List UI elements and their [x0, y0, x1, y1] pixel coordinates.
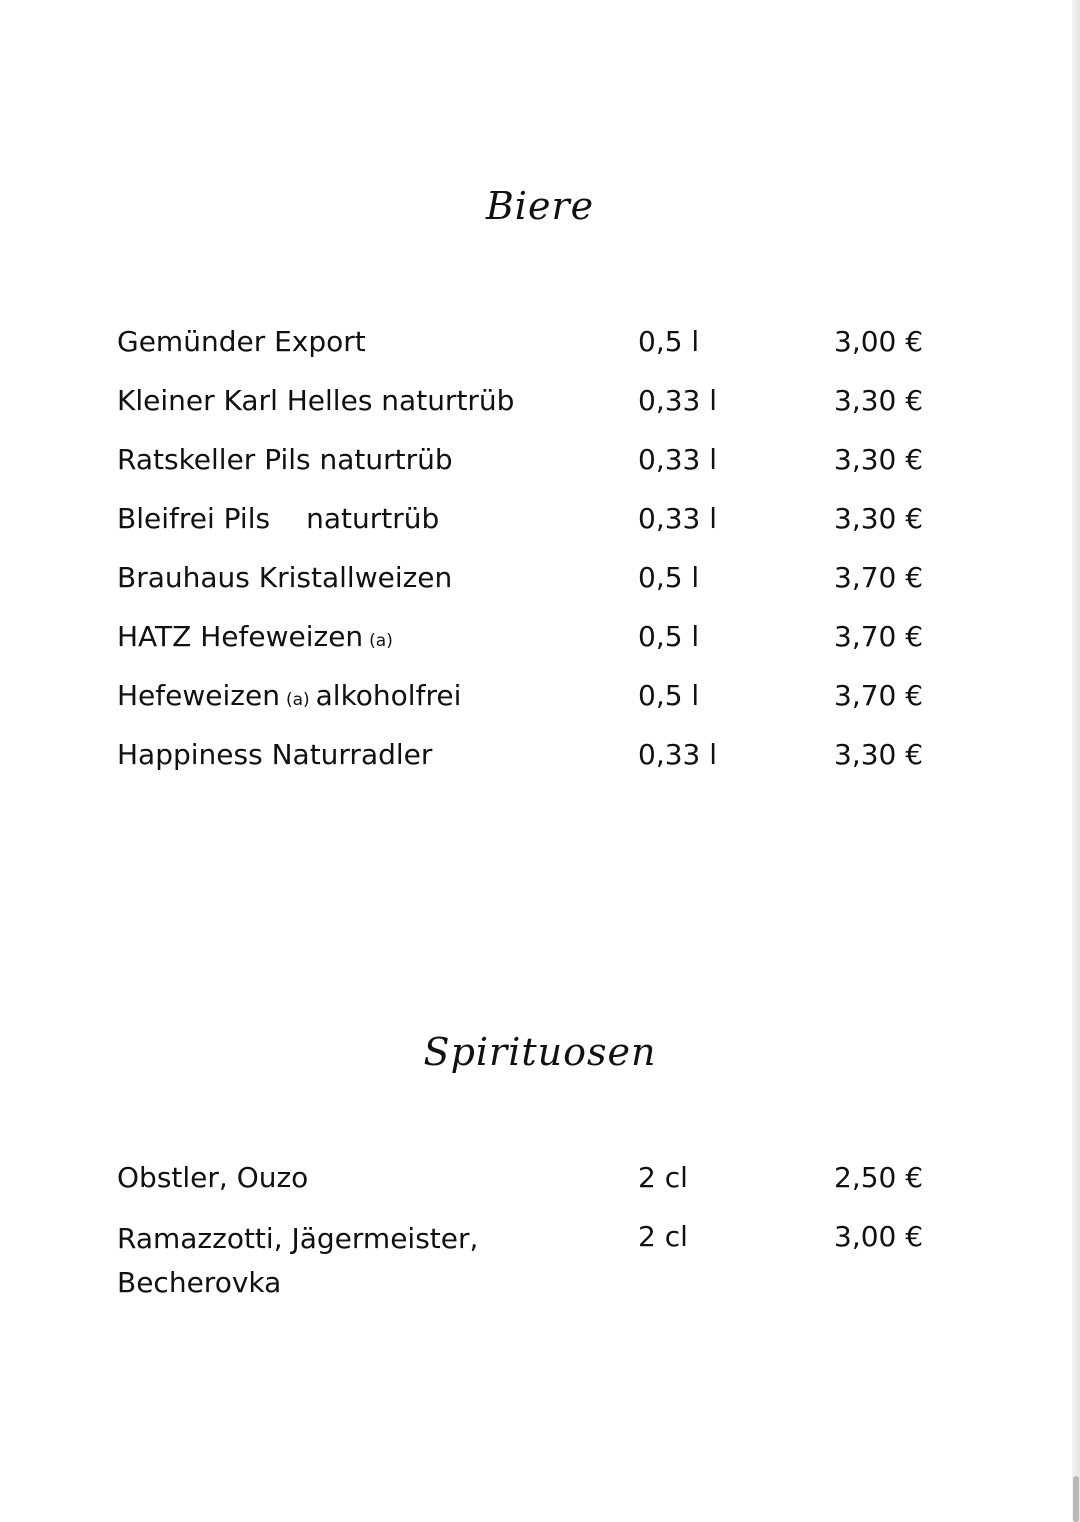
allergen-note: (a): [369, 631, 393, 651]
menu-item: [0, 1158, 1080, 1217]
item-price: 3,30 €: [834, 738, 924, 771]
menu-item: [0, 735, 1080, 794]
item-price: 3,30 €: [834, 502, 924, 535]
item-size: 0,33 l: [638, 384, 718, 417]
item-size: 0,5 l: [638, 561, 700, 594]
item-price: 3,00 €: [834, 1220, 924, 1253]
item-name-part: Hefeweizen: [117, 679, 280, 712]
spirits-menu-list: [0, 1158, 1080, 1317]
allergen-note: (a): [285, 690, 310, 710]
item-size: 0,33 l: [638, 443, 718, 476]
item-price: 3,70 €: [834, 561, 924, 594]
item-size: 0,33 l: [638, 738, 718, 771]
item-price: 3,00 €: [834, 325, 924, 358]
menu-item: [0, 1217, 1080, 1317]
item-size: 2 cl: [638, 1161, 688, 1194]
spirits-section-title: Spirituosen: [423, 1030, 657, 1074]
item-size: 2 cl: [638, 1220, 688, 1253]
item-name: [117, 499, 557, 539]
item-name: [117, 676, 557, 720]
item-price: 3,30 €: [834, 443, 924, 476]
item-name-part: naturtrüb: [306, 502, 440, 535]
item-name: Ramazzotti, Jägermeister, Becherovka: [117, 1222, 479, 1299]
item-name: Obstler, Ouzo: [117, 1161, 309, 1194]
menu-item: [0, 322, 1080, 381]
menu-item: [0, 676, 1080, 735]
item-price: 3,70 €: [834, 679, 924, 712]
menu-item: [0, 617, 1080, 676]
item-name: Brauhaus Kristallweizen: [117, 561, 453, 594]
item-name: Happiness Naturradler: [117, 738, 433, 771]
item-size: 0,5 l: [638, 325, 700, 358]
item-name-suffix: alkoholfrei: [315, 679, 462, 712]
item-name: Kleiner Karl Helles naturtrüb: [117, 384, 515, 417]
item-size: 0,33 l: [638, 502, 718, 535]
item-name-part: Bleifrei Pils: [117, 502, 271, 535]
menu-item: [0, 440, 1080, 499]
item-price: 3,30 €: [834, 384, 924, 417]
menu-item: [0, 499, 1080, 558]
item-name-part: HATZ Hefeweizen: [117, 620, 364, 653]
beer-section-title: Biere: [485, 184, 595, 228]
beer-menu-list: [0, 322, 1080, 794]
item-price: 3,70 €: [834, 620, 924, 653]
scrollbar-thumb[interactable]: [1073, 1476, 1079, 1522]
menu-item: [0, 558, 1080, 617]
item-size: 0,5 l: [638, 620, 700, 653]
item-price: 2,50 €: [834, 1161, 924, 1194]
menu-item: [0, 381, 1080, 440]
item-name: Ratskeller Pils naturtrüb: [117, 443, 453, 476]
item-name: [117, 617, 557, 661]
item-name: Gemünder Export: [117, 325, 366, 358]
page-edge: [1072, 0, 1080, 1522]
item-size: 0,5 l: [638, 679, 700, 712]
